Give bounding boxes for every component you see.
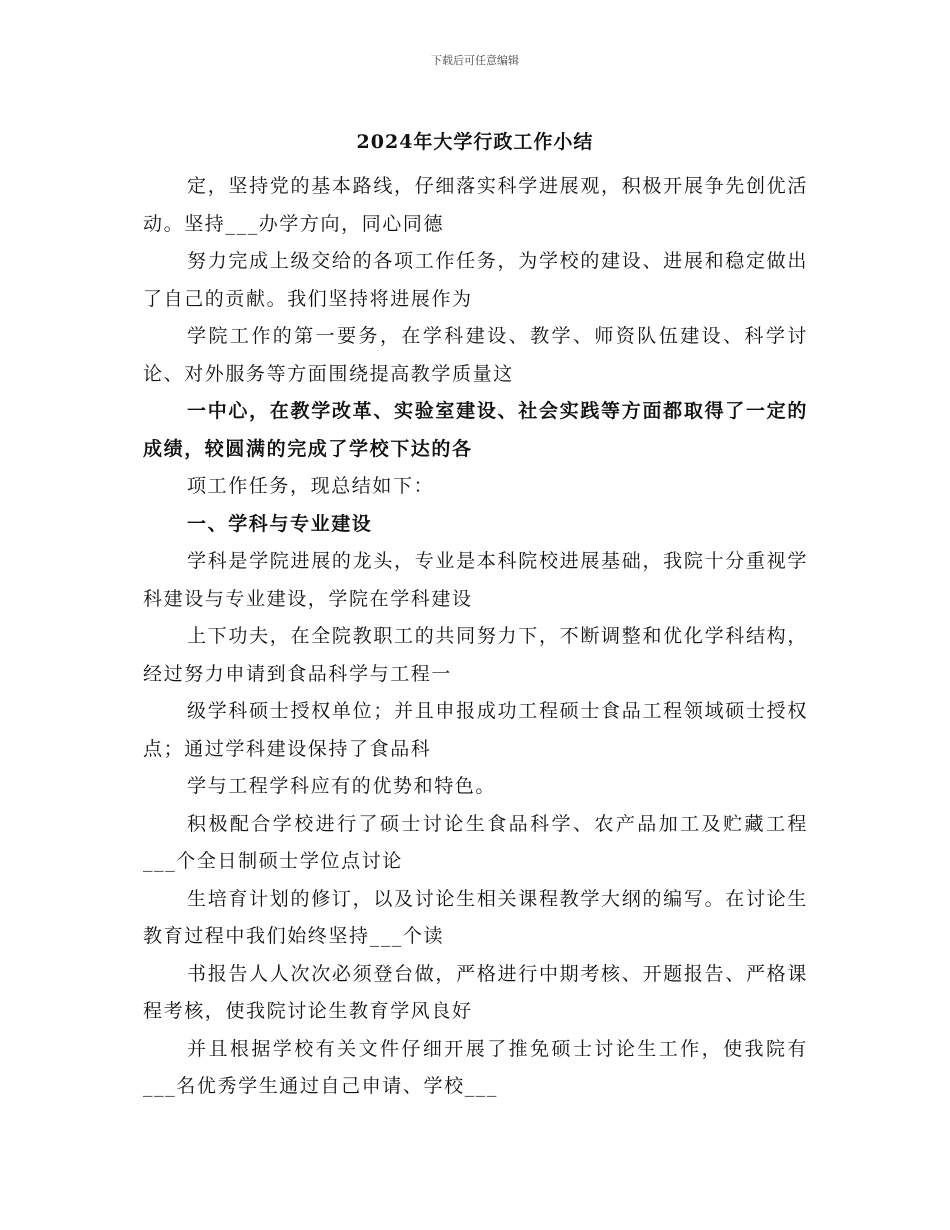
paragraph-10: 积极配合学校进行了硕士讨论生食品科学、农产品加工及贮藏工程___个全日制硕士学位点讨论 bbox=[143, 812, 808, 872]
paragraph-12: 书报告人人次次必须登台做，严格进行中期考核、开题报告、严格课程考核，使我院讨论生教育学风良好 bbox=[143, 962, 808, 1022]
paragraph-3: 学院工作的第一要务，在学科建设、教学、师资队伍建设、科学讨论、对外服务等方面围绕提高教学质量这 bbox=[143, 325, 808, 385]
paragraph-5: 项工作任务，现总结如下： bbox=[187, 475, 435, 497]
paragraph-8: 级学科硕士授权单位；并且申报成功工程硕士食品工程领域硕士授权点；通过学科建设保持了食品科 bbox=[143, 700, 808, 760]
document-body bbox=[143, 168, 808, 1106]
paragraph-9: 学与工程学科应有的优势和特色。 bbox=[187, 775, 497, 797]
paragraph-1: 定，坚持党的基本路线，仔细落实科学进展观，积极开展争先创优活动。坚持___办学方向，同心同德 bbox=[143, 175, 808, 235]
section-heading: 一、学科与专业建设 bbox=[187, 512, 373, 535]
paragraph-11: 生培育计划的修订，以及讨论生相关课程教学大纲的编写。在讨论生教育过程中我们始终坚持___个读 bbox=[143, 887, 808, 947]
paragraph-6: 学科是学院进展的龙头，专业是本科院校进展基础，我院十分重视学科建设与专业建设，学院在学科建设 bbox=[143, 550, 808, 610]
paragraph-7: 上下功夫，在全院教职工的共同努力下，不断调整和优化学科结构，经过努力申请到食品科学与工程一 bbox=[143, 625, 808, 685]
paragraph-4: 一中心，在教学改革、实验室建设、社会实践等方面都取得了一定的成绩，较圆满的完成了学校下达的各 bbox=[143, 400, 808, 460]
document-title: 2024年大学行政工作小结 bbox=[356, 131, 594, 153]
paragraph-13: 并且根据学校有关文件仔细开展了推免硕士讨论生工作，使我院有___名优秀学生通过自己申请、学校___ bbox=[143, 1037, 808, 1097]
header-note: 下载后可任意编辑 bbox=[431, 54, 519, 67]
paragraph-2: 努力完成上级交给的各项工作任务，为学校的建设、进展和稳定做出了自己的贡献。我们坚持将进展作为 bbox=[143, 250, 808, 310]
